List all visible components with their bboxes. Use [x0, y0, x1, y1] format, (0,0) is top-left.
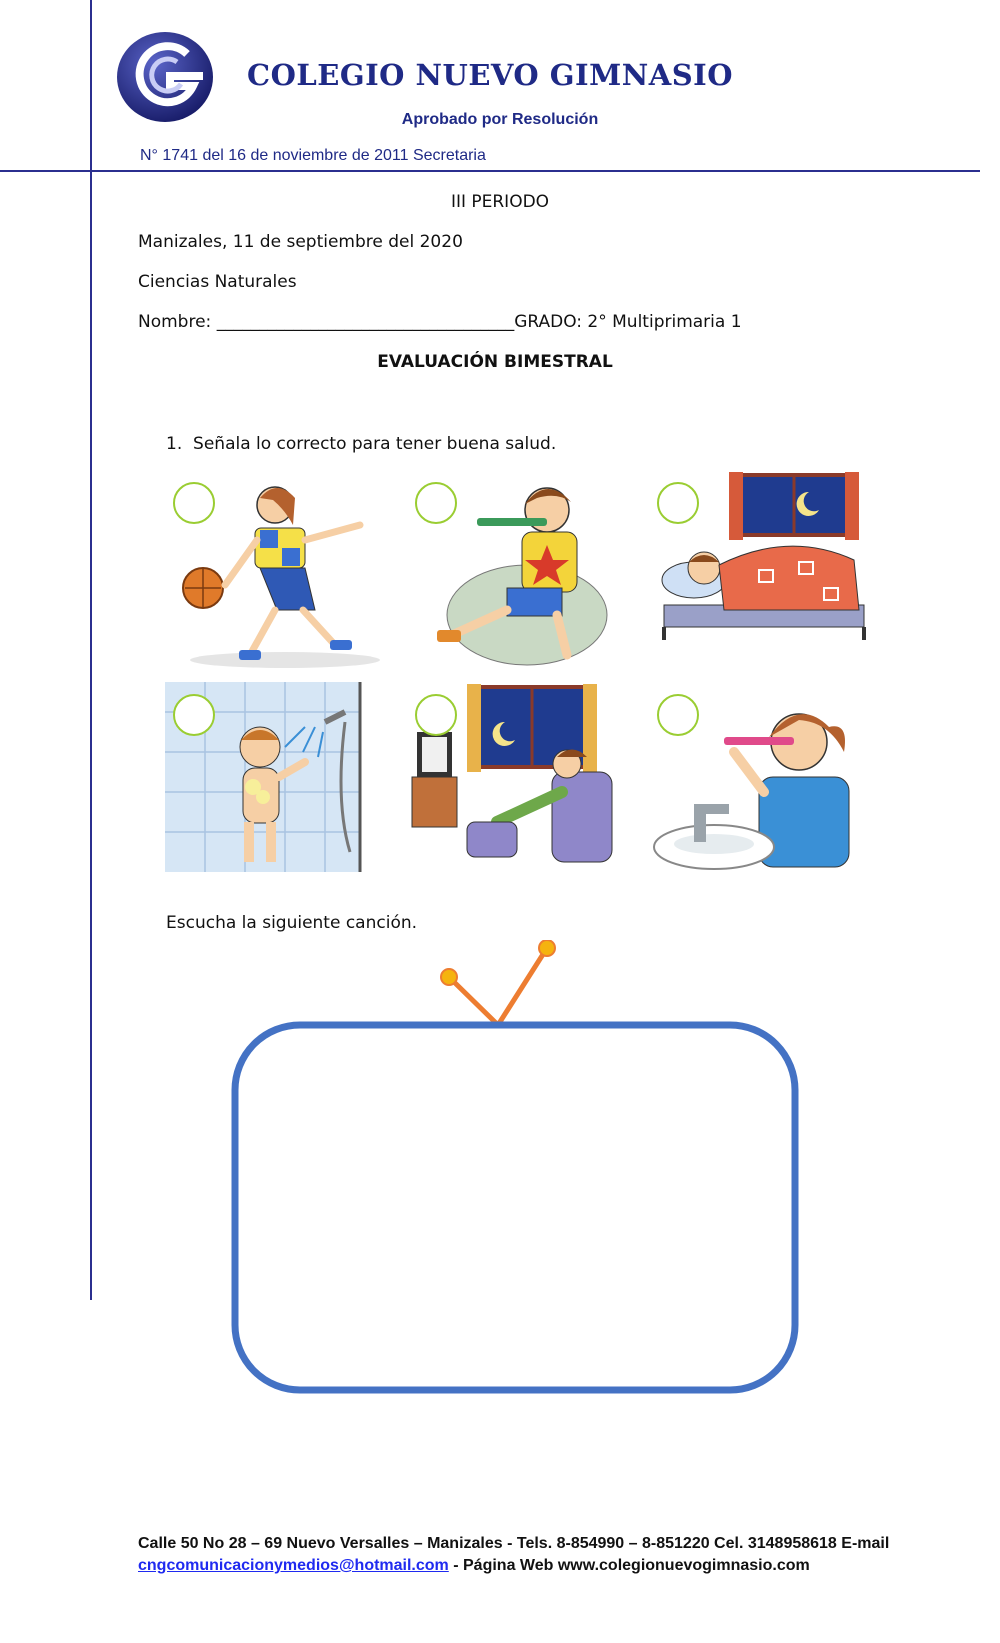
- school-logo-icon: [115, 22, 220, 127]
- subject-text: Ciencias Naturales: [138, 272, 297, 292]
- option-shower: [165, 682, 397, 882]
- option-checkbox[interactable]: [415, 482, 457, 524]
- answer-image-grid: [165, 470, 880, 890]
- period-label: III PERIODO: [450, 192, 550, 212]
- tv-frame-icon: [230, 940, 830, 1420]
- school-name: COLEGIO NUEVO GIMNASIO: [247, 58, 733, 92]
- antenna-knob: [539, 940, 555, 956]
- option-checkbox[interactable]: [657, 482, 699, 524]
- footer-website: - Página Web www.colegionuevogimnasio.com: [448, 1557, 810, 1574]
- option-tv: [407, 682, 639, 882]
- option-checkbox[interactable]: [657, 694, 699, 736]
- approval-text: Aprobado por Resolución: [401, 111, 599, 128]
- option-checkbox[interactable]: [173, 482, 215, 524]
- option-basketball: [165, 470, 397, 670]
- name-label: Nombre:: [138, 312, 217, 332]
- date-text: Manizales, 11 de septiembre del 2020: [138, 232, 463, 252]
- evaluation-title: EVALUACIÓN BIMESTRAL: [377, 352, 613, 372]
- question-text: Señala lo correcto para tener buena salud.: [193, 434, 557, 454]
- listen-instruction: Escucha la siguiente canción.: [166, 913, 418, 933]
- option-checkbox[interactable]: [415, 694, 457, 736]
- header-divider: [0, 170, 980, 172]
- tv-antenna-left: [452, 980, 498, 1025]
- tv-screen[interactable]: [235, 1025, 795, 1390]
- name-grade-row: [138, 312, 742, 332]
- option-sleeping: [649, 470, 881, 670]
- footer-address: Calle 50 No 28 – 69 Nuevo Versalles – Manizales - Tels. 8-854990 – 8-851220 Cel. 3148958618 E-mail: [138, 1535, 890, 1552]
- question-number: 1.: [166, 434, 183, 454]
- resolution-text: N° 1741 del 16 de noviembre de 2011 Secretaria: [140, 147, 486, 164]
- question-1: [166, 434, 556, 454]
- footer-contact: [138, 1557, 810, 1575]
- option-checkbox[interactable]: [173, 694, 215, 736]
- tv-antenna-right: [498, 948, 547, 1025]
- grade-text: GRADO: 2° Multiprimaria 1: [514, 312, 742, 332]
- antenna-knob: [441, 969, 457, 985]
- name-blank[interactable]: ___________________________________: [216, 312, 515, 332]
- option-brushing-boy: [407, 470, 639, 670]
- footer-email-link[interactable]: cngcomunicacionymedios@hotmail.com: [138, 1557, 449, 1574]
- option-brushing-girl: [649, 682, 881, 882]
